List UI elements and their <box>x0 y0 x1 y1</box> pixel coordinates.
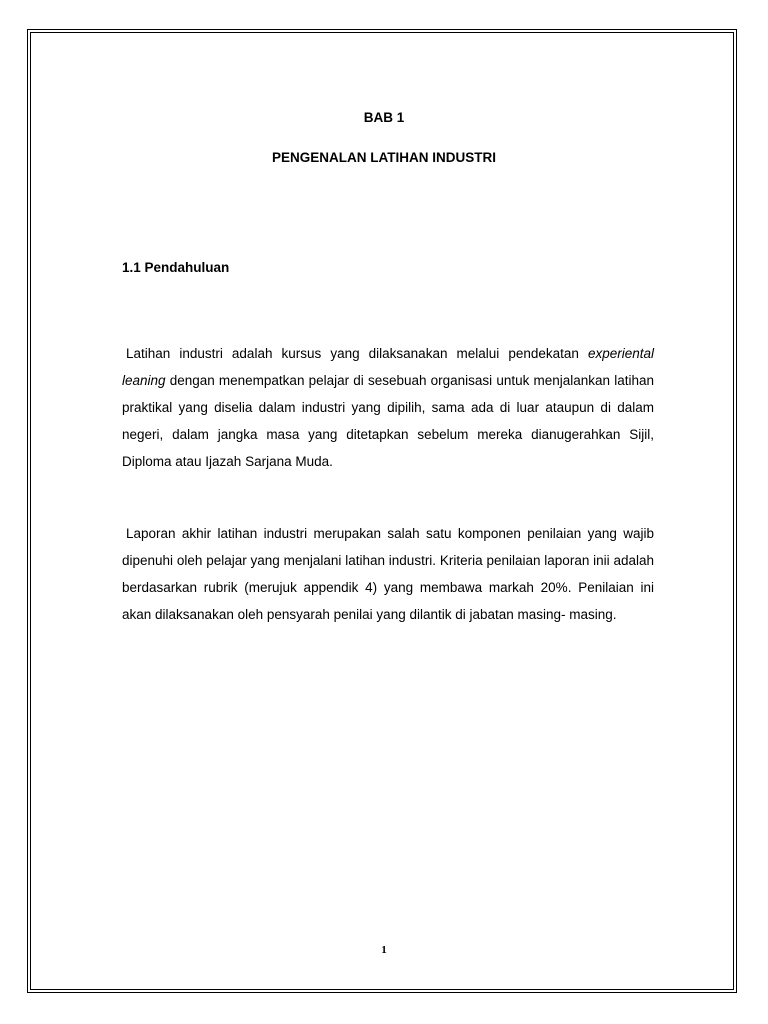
page-border <box>30 32 734 990</box>
paragraph-text: Latihan industri adalah kursus yang dilaksanakan melalui pendekatan <box>126 346 588 361</box>
chapter-number: BAB 1 <box>363 110 405 125</box>
page-number: 1 <box>381 944 387 956</box>
paragraph-report <box>122 520 654 628</box>
paragraph-text: dengan menempatkan pelajar di sesebuah organisasi untuk menjalankan latihan praktikal yang diselia dalam industri yang dipilih, sama ada di luar ataupun di dalam negeri, dalam jangka masa yang ditetapkan sebelum mereka dianugerahkan Sijil, Diploma atau Ijazah Sarjana Muda. <box>122 373 654 469</box>
chapter-title: PENGENALAN LATIHAN INDUSTRI <box>272 150 496 165</box>
section-heading: 1.1 Pendahuluan <box>122 260 230 275</box>
paragraph-introduction <box>122 340 654 475</box>
italic-term: experiental leaning <box>122 346 654 388</box>
paragraph-text: Laporan akhir latihan industri merupakan salah satu komponen penilaian yang wajib dipenuhi oleh pelajar yang menjalani latihan industri. Kriteria penilaian laporan inii adalah berdasarkan rubrik (merujuk appendik 4) yang membawa markah 20%. Penilaian ini akan dilaksanakan oleh pensyarah penilai yang dilantik di jabatan masing- masing. <box>122 526 654 622</box>
